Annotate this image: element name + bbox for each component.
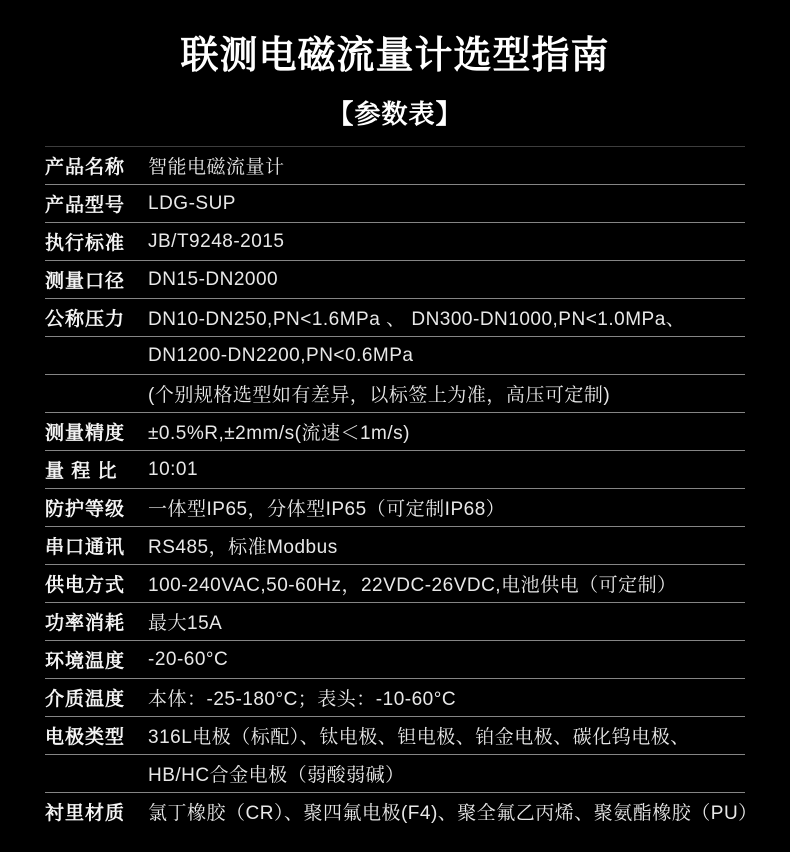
table-row [45,489,745,527]
row-label: 测量精度 [45,423,126,444]
row-label: 防护等级 [45,499,126,520]
row-label: 供电方式 [45,575,126,596]
row-label: 功率消耗 [45,613,126,634]
table-row [45,223,745,261]
row-value: HB/HC合金电极（弱酸弱碱） [148,765,405,786]
row-value: 316L电极（标配）、钛电极、钽电极、铂金电极、碳化钨电极、 [148,727,690,748]
table-row [45,451,745,489]
row-value: 100-240VAC,50-60Hz，22VDC-26VDC,电池供电（可定制） [148,575,677,596]
row-value: RS485，标准Modbus [148,537,338,558]
table-row [45,641,745,679]
table-row [45,717,745,755]
table-row [45,603,745,641]
row-label: 串口通讯 [45,537,126,558]
row-label: 产品型号 [45,195,126,216]
table-row-continuation [45,337,745,375]
row-label: 产品名称 [45,157,126,178]
page-subtitle: 【参数表】 [327,99,463,129]
row-label: 执行标准 [45,233,126,254]
row-value: DN1200-DN2200,PN<0.6MPa [148,344,414,366]
table-row [45,413,745,451]
table-row [45,565,745,603]
row-label: 环境温度 [45,651,126,672]
row-label: 量 程 比 [45,461,118,482]
row-value: JB/T9248-2015 [148,230,285,252]
row-label: 测量口径 [45,271,126,292]
row-value: 一体型IP65，分体型IP65（可定制IP68） [148,499,506,520]
table-row [45,185,745,223]
table-row [45,527,745,565]
row-label: 衬里材质 [45,803,126,824]
row-value: DN10-DN250,PN<1.6MPa 、 DN300-DN1000,PN<1.0MPa、 [148,309,686,330]
table-row [45,147,745,185]
row-value: (个别规格选型如有差异，以标签上为准，高压可定制) [148,385,611,406]
row-value: DN15-DN2000 [148,268,279,290]
page-title: 联测电磁流量计选型指南 [180,35,610,77]
row-value: 本体：-25-180°C；表头：-10-60°C [148,689,457,710]
row-value: LDG-SUP [148,192,236,214]
spec-table [45,146,758,830]
table-row [45,299,745,337]
row-value: -20-60°C [148,648,229,670]
row-value: 智能电磁流量计 [148,157,285,178]
table-row-continuation [45,375,745,413]
table-row [45,261,745,299]
row-label: 介质温度 [45,689,126,710]
row-label: 电极类型 [45,727,126,748]
row-value: 10:01 [148,458,199,480]
table-row [45,793,758,830]
row-value: 最大15A [148,613,223,634]
table-row [45,679,745,717]
table-row-continuation [45,755,745,793]
row-label: 公称压力 [45,309,126,330]
row-value: ±0.5%R,±2mm/s(流速＜1m/s) [148,423,410,444]
row-value: 氯丁橡胶（CR）、聚四氟电极(F4)、聚全氟乙丙烯、聚氨酯橡胶（PU） [148,803,758,824]
